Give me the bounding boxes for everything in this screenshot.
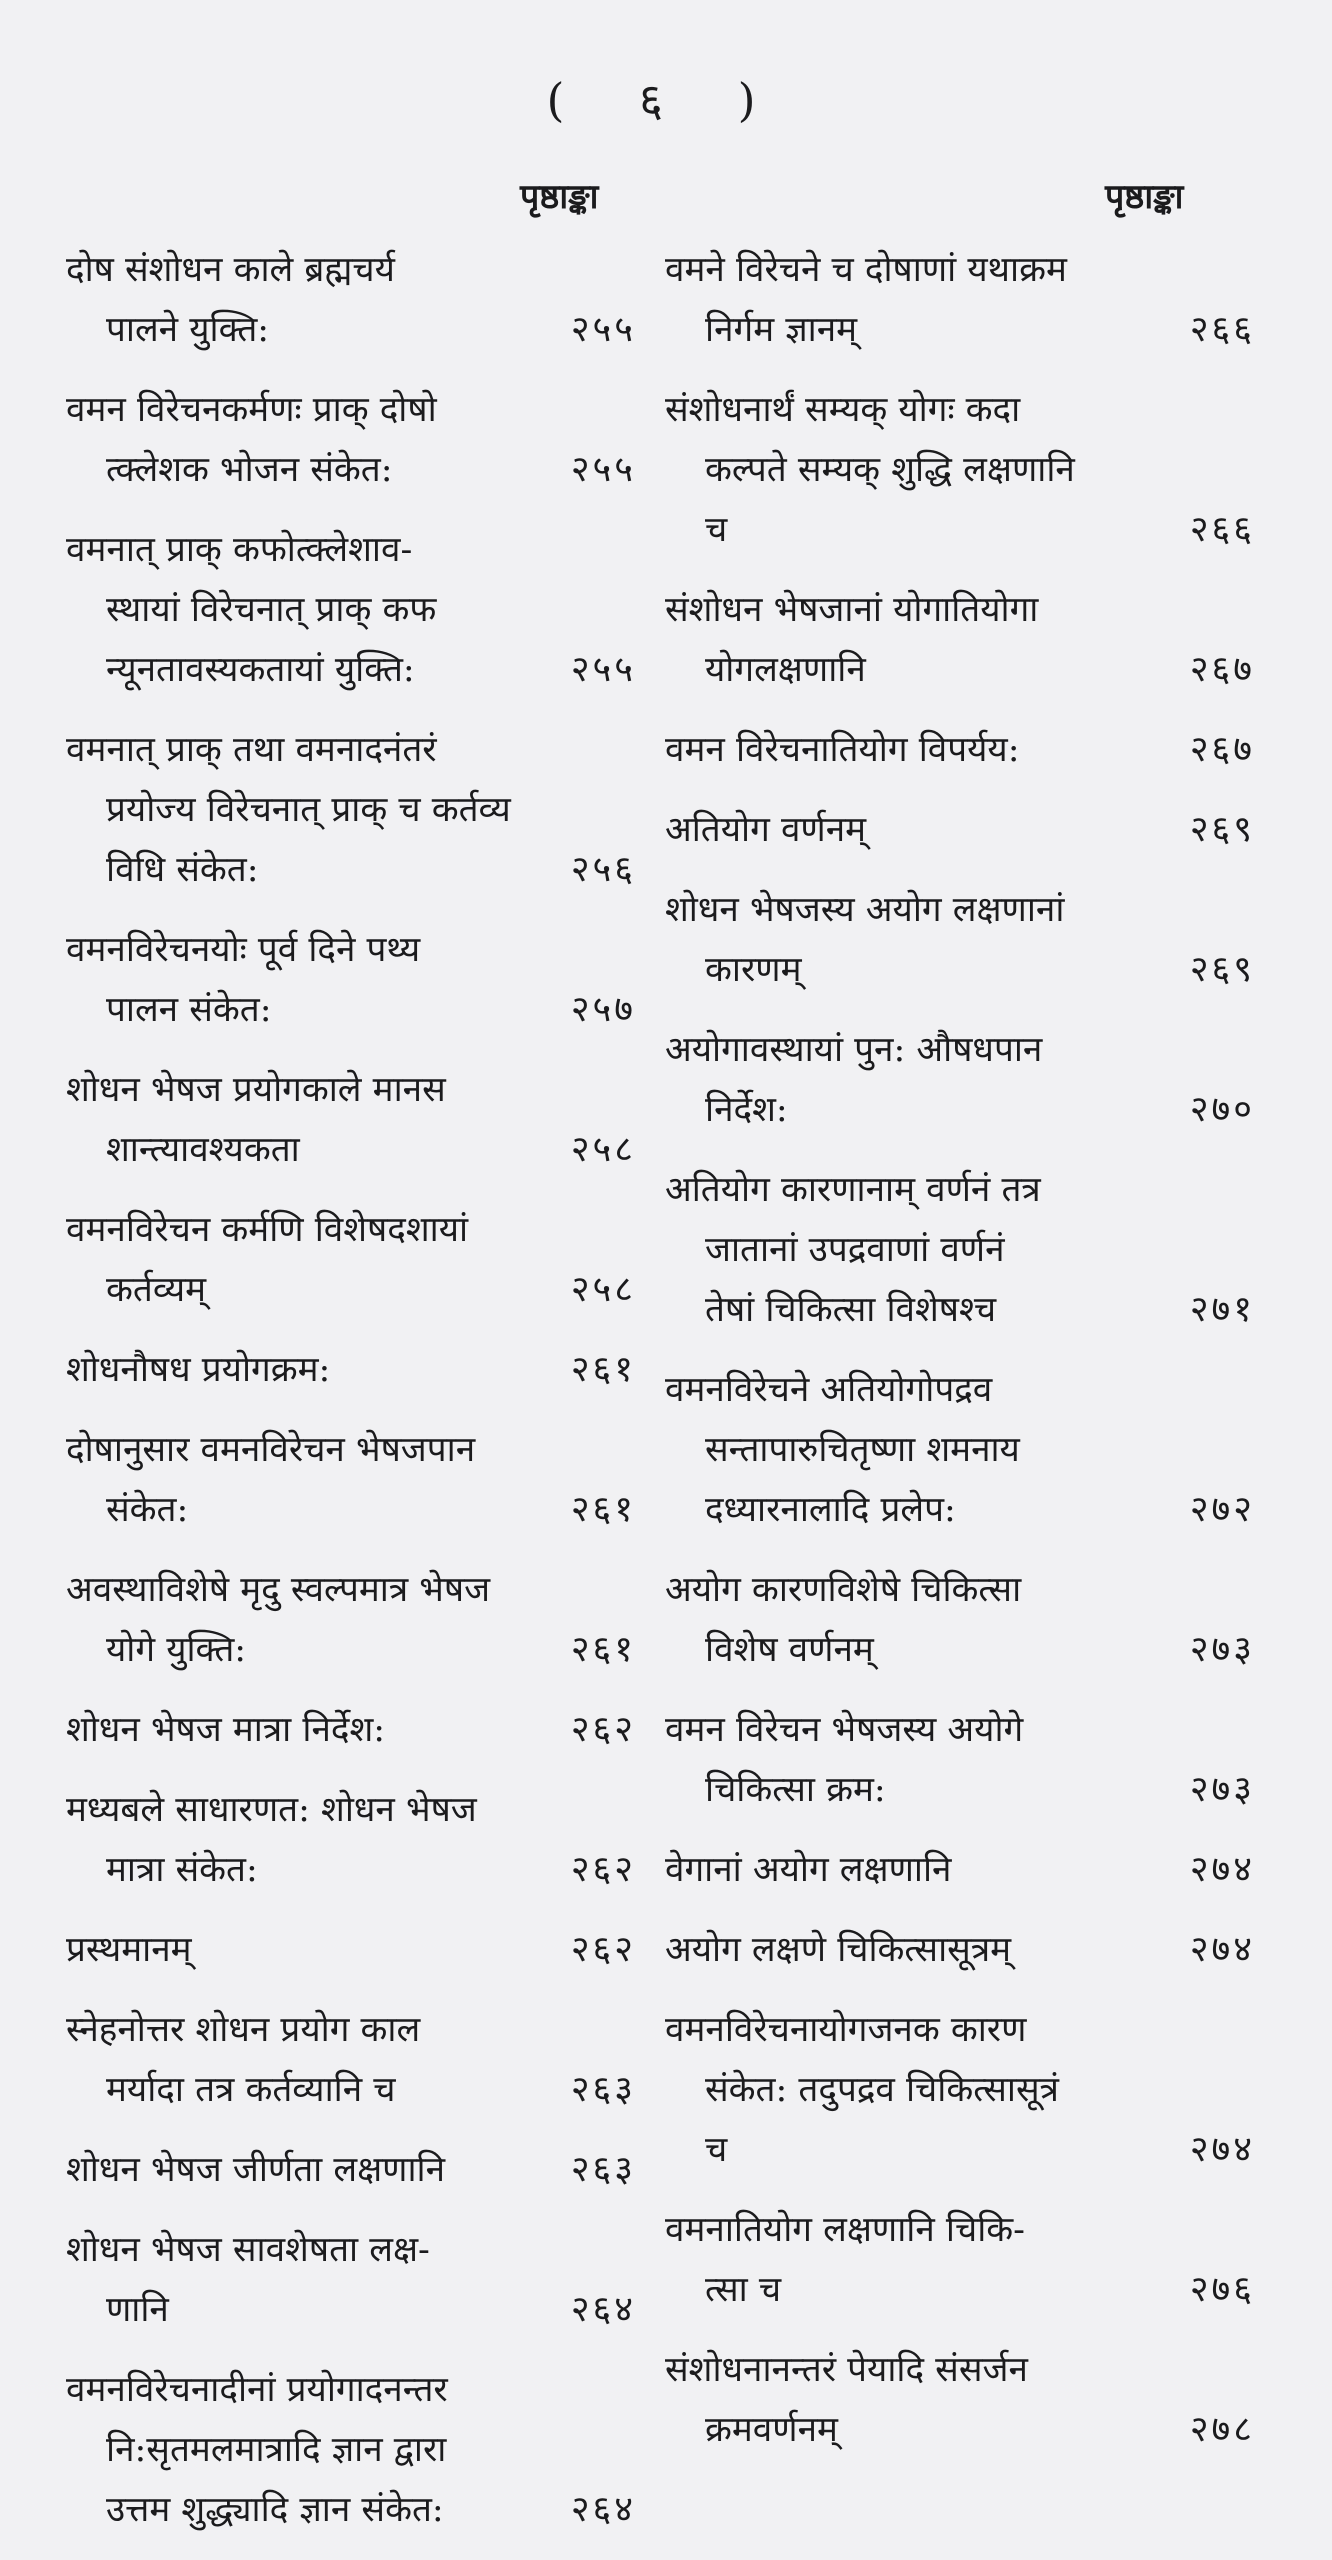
toc-entry-text: संशोधन भेषजानां योगातियोगा <box>665 590 1039 630</box>
toc-entry-text: अयोग कारणविशेषे चिकित्सा <box>665 1570 1022 1610</box>
toc-entry-text: कारणम् <box>705 950 802 990</box>
toc-entry <box>66 1340 636 1400</box>
toc-entry-text: संशोधनानन्तरं पेयादि संसर्जन <box>665 2350 1028 2390</box>
toc-entry-text: दोष संशोधन काले ब्रह्मचर्य <box>66 250 395 290</box>
toc-entry <box>665 1360 1255 1540</box>
toc-entry-text: शान्त्यावश्यकता <box>106 1130 300 1170</box>
toc-page-number: २६३ <box>570 2069 636 2110</box>
toc-entry-text: अयोग लक्षणे चिकित्सासूत्रम् <box>665 1930 1012 1970</box>
toc-entry <box>66 1920 636 1980</box>
toc-entry <box>665 800 1255 860</box>
toc-page-number: २७३ <box>1189 1629 1255 1670</box>
toc-page-number: २६१ <box>570 1349 636 1390</box>
toc-entry-text: वमनविरेचनायोगजनक कारण <box>665 2010 1027 2050</box>
toc-entry-text: प्रस्थमानम् <box>66 1930 192 1970</box>
toc-entry-text: अतियोग वर्णनम् <box>665 810 867 850</box>
toc-entry-text: वमन विरेचनकर्मणः प्राक् दोषो <box>66 390 437 430</box>
toc-entry-text: कर्तव्यम् <box>106 1270 207 1310</box>
toc-entry-text: कल्पते सम्यक् शुद्धि लक्षणानि <box>705 450 1075 490</box>
toc-entry-text: शोधन भेषज सावशेषता लक्ष- <box>66 2230 430 2270</box>
toc-entry-text: स्थायां विरेचनात् प्राक् कफ <box>106 590 437 630</box>
toc-page-number: २६१ <box>570 1489 636 1530</box>
toc-entry-text: जातानां उपद्रवाणां वर्णनं <box>705 1230 1005 1270</box>
toc-page-number: २७६ <box>1189 2269 1255 2310</box>
toc-entry <box>665 1560 1255 1680</box>
toc-entry <box>665 1160 1255 1340</box>
column-heading-right: पृष्ठाङ्का <box>1105 177 1184 217</box>
toc-entry-text: शोधन भेषज जीर्णता लक्षणानि <box>66 2150 446 2190</box>
toc-page-number: २५५ <box>570 309 636 350</box>
toc-entry-text: मध्यबले साधारणत: शोधन भेषज <box>66 1790 477 1830</box>
toc-entry <box>665 1700 1255 1820</box>
toc-entry-text: उत्तम शुद्ध्यादि ज्ञान संकेत: <box>106 2490 444 2530</box>
toc-entry <box>66 2360 636 2540</box>
toc-entry-text: शोधन भेषजस्य अयोग लक्षणानां <box>665 890 1065 930</box>
toc-entry <box>66 1780 636 1900</box>
toc-page-number: २७४ <box>1189 1849 1255 1890</box>
toc-page-number: २७० <box>1189 1089 1255 1130</box>
toc-entry <box>66 1560 636 1680</box>
toc-entry <box>66 2140 636 2200</box>
toc-entry-text: सन्तापारुचितृष्णा शमनाय <box>705 1430 1020 1470</box>
toc-entry-text: त्क्लेशक भोजन संकेत: <box>106 450 393 490</box>
toc-entry-text: मात्रा संकेत: <box>106 1850 258 1890</box>
toc-page-number: २६४ <box>570 2289 636 2330</box>
toc-page-number: २७१ <box>1189 1289 1255 1330</box>
toc-entry-text: वमन विरेचन भेषजस्य अयोगे <box>665 1710 1024 1750</box>
toc-page-number: २६२ <box>570 1929 636 1970</box>
toc-entry-text: प्रयोज्य विरेचनात् प्राक् च कर्तव्य <box>106 790 511 830</box>
page-number: ( ६ ) <box>546 73 786 127</box>
left-column <box>66 240 636 2560</box>
toc-page-number: २५८ <box>570 1129 636 1170</box>
toc-entry <box>665 2200 1255 2320</box>
toc-entry-text: वमनविरेचनयोः पूर्व दिने पथ्य <box>66 930 421 970</box>
toc-entry <box>66 520 636 700</box>
toc-entry-text: वेगानां अयोग लक्षणानि <box>665 1850 952 1890</box>
toc-entry-text: नि:सृतमलमात्रादि ज्ञान द्वारा <box>106 2430 447 2470</box>
toc-entry <box>665 380 1255 560</box>
toc-entry-text: निर्देश: <box>705 1090 788 1130</box>
toc-entry-text: योगलक्षणानि <box>705 650 866 690</box>
toc-entry-text: वमने विरेचने च दोषाणां यथाक्रम <box>665 250 1067 290</box>
toc-entry-text: पालने युक्ति: <box>106 310 270 350</box>
toc-entry-text: वमनातियोग लक्षणानि चिकि- <box>665 2210 1025 2250</box>
toc-entry <box>665 1840 1255 1900</box>
toc-entry-text: संकेत: तदुपद्रव चिकित्सासूत्रं <box>705 2070 1059 2110</box>
toc-entry-text: दोषानुसार वमनविरेचन भेषजपान <box>66 1430 476 1470</box>
toc-page-number: २५६ <box>570 849 636 890</box>
toc-entry-text: तेषां चिकित्सा विशेषश्च <box>705 1290 997 1330</box>
toc-entry-text: दध्यारनालादि प्रलेप: <box>705 1490 956 1530</box>
toc-entry-text: वमनात् प्राक् तथा वमनादनंतरं <box>66 730 437 770</box>
toc-entry-text: न्यूनतावस्यकतायां युक्ति: <box>106 650 415 690</box>
toc-entry-text: पालन संकेत: <box>106 990 272 1030</box>
toc-page-number: २७३ <box>1189 1769 1255 1810</box>
toc-entry <box>665 1920 1255 1980</box>
toc-page-number: २५५ <box>570 449 636 490</box>
toc-entry-text: शोधनौषध प्रयोगक्रम: <box>66 1350 331 1390</box>
toc-page-number: २६७ <box>1189 729 1255 770</box>
toc-entry-text: वमनात् प्राक् कफोत्क्लेशाव- <box>66 530 413 570</box>
toc-entry-text: विधि संकेत: <box>106 850 259 890</box>
toc-entry-text: वमनविरेचनादीनां प्रयोगादनन्तर <box>66 2370 448 2410</box>
right-column <box>665 240 1255 2480</box>
toc-page-number: २५८ <box>570 1269 636 1310</box>
toc-entry <box>66 1060 636 1180</box>
toc-page-number: २६२ <box>570 1709 636 1750</box>
toc-page-number: २६९ <box>1189 949 1255 990</box>
toc-entry-text: त्सा च <box>705 2270 782 2310</box>
toc-page-number: २५७ <box>570 989 636 1030</box>
toc-entry-text: चिकित्सा क्रम: <box>705 1770 886 1810</box>
toc-page-number: २७४ <box>1189 1929 1255 1970</box>
toc-entry-text: अयोगावस्थायां पुन: औषधपान <box>665 1030 1043 1070</box>
toc-entry-text: स्नेहनोत्तर शोधन प्रयोग काल <box>66 2010 421 2050</box>
toc-entry-text: अतियोग कारणानाम् वर्णनं तत्र <box>665 1170 1041 1210</box>
toc-entry <box>66 1200 636 1320</box>
toc-entry-text: च <box>705 510 728 550</box>
toc-entry <box>66 920 636 1040</box>
toc-page-number: २६७ <box>1189 649 1255 690</box>
toc-entry-text: क्रमवर्णनम् <box>705 2410 838 2450</box>
column-heading-left: पृष्ठाङ्का <box>520 177 599 217</box>
toc-entry <box>66 2000 636 2120</box>
toc-page-number: २६४ <box>570 2489 636 2530</box>
toc-entry-text: णानि <box>106 2290 169 2330</box>
toc-entry-text: वमनविरेचने अतियोगोपद्रव <box>665 1370 993 1410</box>
toc-entry <box>66 240 636 360</box>
toc-entry <box>66 720 636 900</box>
toc-entry <box>66 1420 636 1540</box>
toc-entry-text: योगे युक्ति: <box>106 1630 247 1670</box>
toc-entry <box>665 2340 1255 2460</box>
toc-page-number: २५५ <box>570 649 636 690</box>
toc-entry <box>66 1700 636 1760</box>
toc-entry <box>665 880 1255 1000</box>
toc-entry-text: संकेत: <box>106 1490 189 1530</box>
toc-entry <box>66 380 636 500</box>
toc-page-number: २६९ <box>1189 809 1255 850</box>
toc-entry-text: शोधन भेषज प्रयोगकाले मानस <box>66 1070 446 1110</box>
toc-entry-text: वमनविरेचन कर्मणि विशेषदशायां <box>66 1210 469 1250</box>
toc-entry <box>665 720 1255 780</box>
toc-entry <box>66 2220 636 2340</box>
toc-page-number: २६१ <box>570 1629 636 1670</box>
toc-entry <box>665 1020 1255 1140</box>
toc-page-number: २६६ <box>1189 509 1255 550</box>
toc-entry-text: वमन विरेचनातियोग विपर्यय: <box>665 730 1020 770</box>
toc-page-number: २७४ <box>1189 2129 1255 2170</box>
toc-page-number: २७२ <box>1189 1489 1255 1530</box>
toc-entry-text: निर्गम ज्ञानम् <box>705 310 858 350</box>
toc-entry-text: संशोधनार्थं सम्यक् योगः कदा <box>665 390 1021 430</box>
toc-entry-text: विशेष वर्णनम् <box>705 1630 874 1670</box>
toc-page-number: २६६ <box>1189 309 1255 350</box>
toc-entry <box>665 580 1255 700</box>
toc-entry-text: मर्यादा तत्र कर्तव्यानि च <box>106 2070 396 2110</box>
toc-entry <box>665 240 1255 360</box>
toc-page-number: २६२ <box>570 1849 636 1890</box>
toc-page-number: २७८ <box>1189 2409 1255 2450</box>
toc-entry <box>665 2000 1255 2180</box>
toc-entry-text: च <box>705 2130 728 2170</box>
toc-page-number: २६३ <box>570 2149 636 2190</box>
toc-entry-text: शोधन भेषज मात्रा निर्देश: <box>66 1710 386 1750</box>
toc-entry-text: अवस्थाविशेषे मृदु स्वल्पमात्र भेषज <box>66 1570 491 1610</box>
